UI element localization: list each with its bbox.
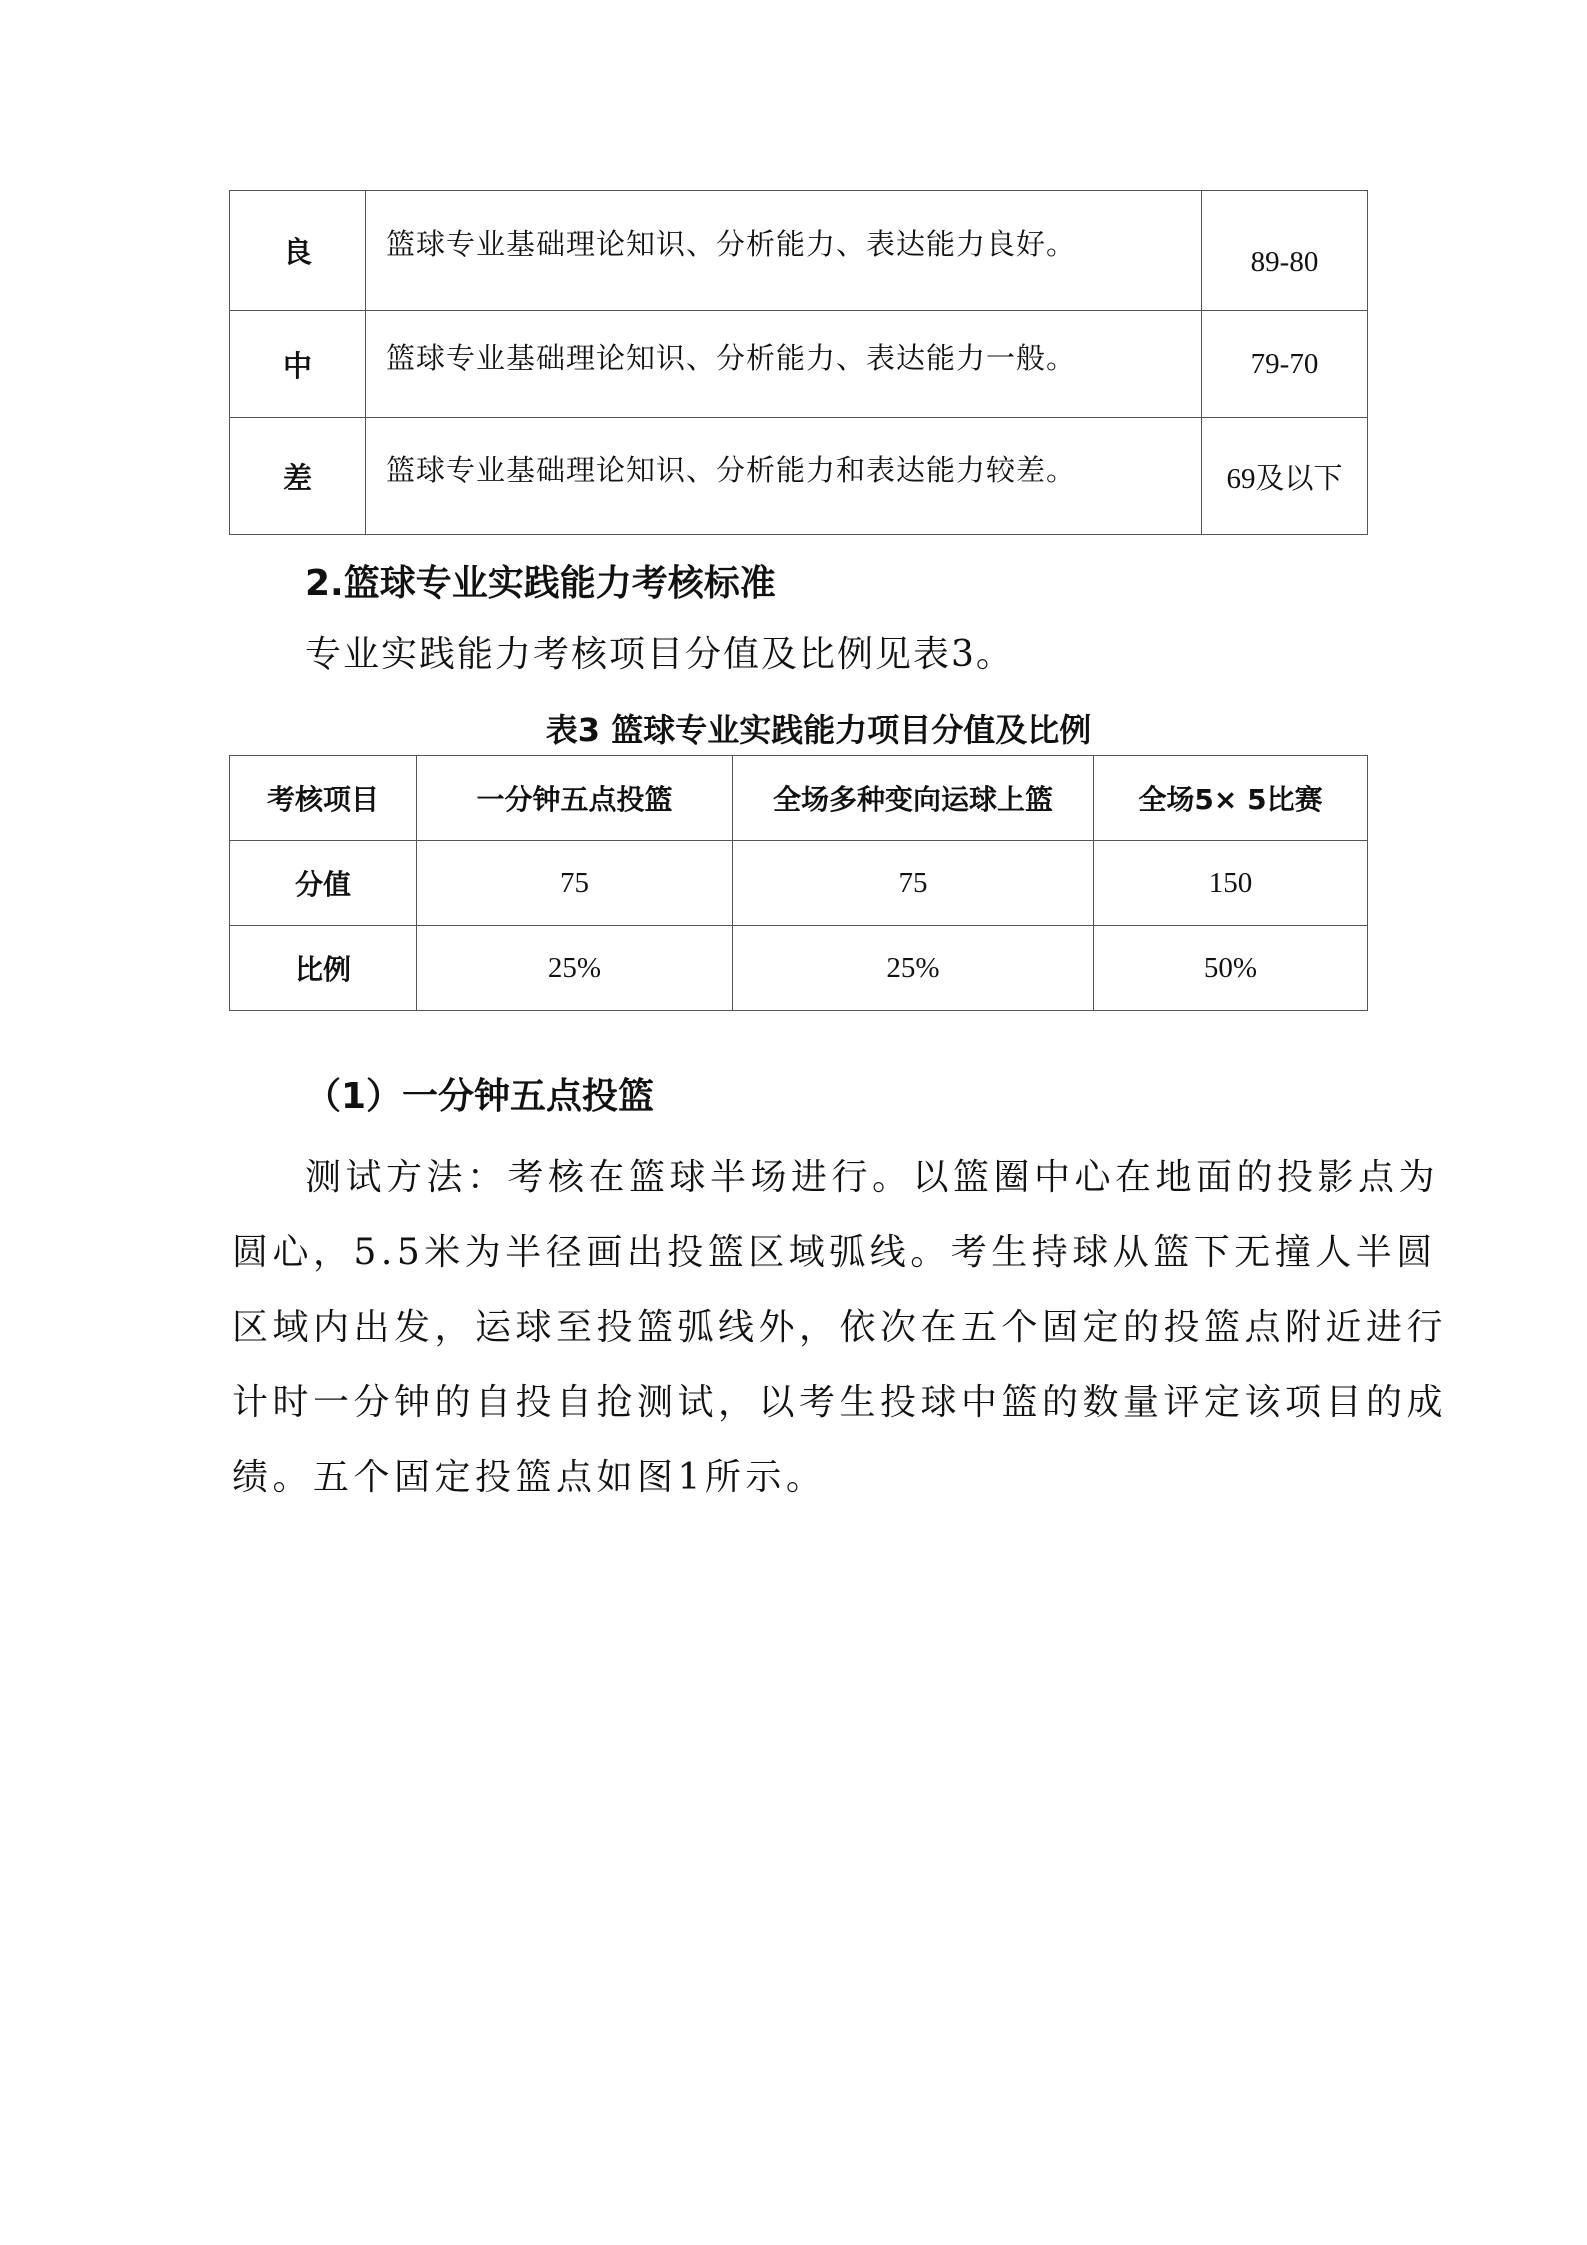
row-label: 比例 xyxy=(230,926,417,1011)
table-caption: 表3 篮球专业实践能力项目分值及比例 xyxy=(545,711,1092,749)
subsection-heading: （1）一分钟五点投篮 xyxy=(305,1076,655,1117)
table-cell: 75 xyxy=(733,841,1094,926)
description-text: 篮球专业基础理论知识、分析能力、表达能力一般。 xyxy=(386,340,1077,375)
column-header: 全场多种变向运球上篮 xyxy=(733,756,1094,841)
grade-cell: 差 xyxy=(230,418,366,535)
paragraph-line: 区域内出发，运球至投篮弧线外，依次在五个固定的投篮点附近进行 xyxy=(232,1307,1448,1348)
table-cell: 25% xyxy=(733,926,1094,1011)
paragraph-line: 绩。五个固定投篮点如图1所示。 xyxy=(232,1457,827,1498)
section-intro: 专业实践能力考核项目分值及比例见表3。 xyxy=(305,634,1014,675)
table-row xyxy=(230,311,1368,418)
section-heading: 2.篮球专业实践能力考核标准 xyxy=(305,563,776,604)
score-cell xyxy=(1202,191,1368,311)
description-text: 篮球专业基础理论知识、分析能力和表达能力较差。 xyxy=(386,452,1077,487)
table-cell: 75 xyxy=(417,841,733,926)
description-text: 篮球专业基础理论知识、分析能力、表达能力良好。 xyxy=(386,227,1077,261)
paragraph-line: 测试方法：考核在篮球半场进行。以篮圈中心在地面的投影点为 xyxy=(305,1157,1440,1198)
grade-standard-table xyxy=(229,190,1368,535)
table-cell: 50% xyxy=(1094,926,1368,1011)
description-cell xyxy=(366,191,1202,311)
test-method-paragraph xyxy=(232,1140,1448,1515)
table-row xyxy=(230,191,1368,311)
score-text: 69及以下 xyxy=(1226,462,1343,495)
paragraph-line: 计时一分钟的自投自抢测试，以考生投球中篮的数量评定该项目的成 xyxy=(232,1382,1448,1423)
grade-cell: 中 xyxy=(230,311,366,418)
score-text: 79-70 xyxy=(1250,347,1319,380)
table-row xyxy=(230,926,1368,1011)
table-cell: 25% xyxy=(417,926,733,1011)
score-cell xyxy=(1202,311,1368,418)
table-cell: 150 xyxy=(1094,841,1368,926)
column-header: 一分钟五点投篮 xyxy=(417,756,733,841)
description-cell xyxy=(366,311,1202,418)
table-header-row xyxy=(230,756,1368,841)
table-row xyxy=(230,841,1368,926)
column-header: 全场5× 5比赛 xyxy=(1094,756,1368,841)
description-cell xyxy=(366,418,1202,535)
column-header: 考核项目 xyxy=(230,756,417,841)
score-cell xyxy=(1202,418,1368,535)
score-ratio-table xyxy=(229,755,1368,1011)
table-row xyxy=(230,418,1368,535)
grade-cell: 良 xyxy=(230,191,366,311)
row-label: 分值 xyxy=(230,841,417,926)
score-text: 89-80 xyxy=(1250,246,1319,278)
paragraph-line: 圆心，5.5米为半径画出投篮区域弧线。考生持球从篮下无撞人半圆 xyxy=(232,1232,1437,1273)
